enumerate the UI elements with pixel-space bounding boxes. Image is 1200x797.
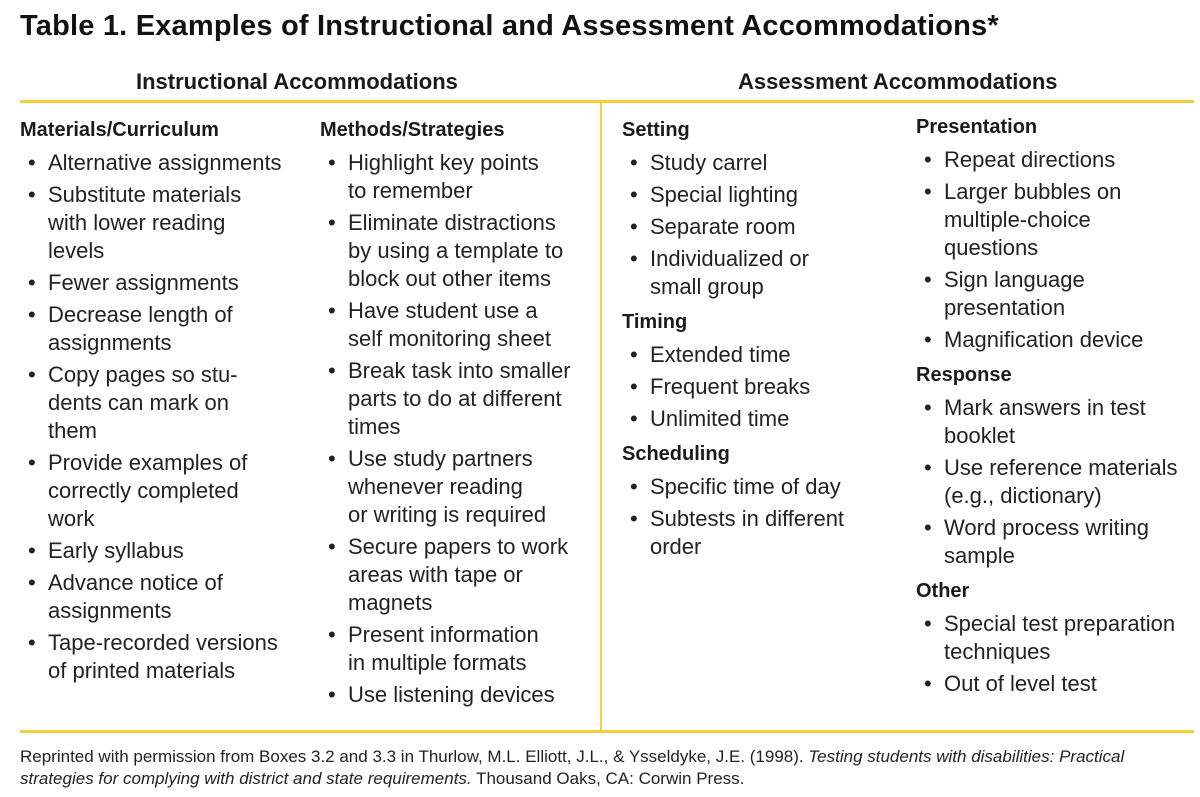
section-materials-curriculum	[20, 117, 310, 685]
list-item: • Word process writing sample	[916, 514, 1196, 570]
methods-strategies-column	[320, 117, 595, 713]
footnote-citation: Reprinted with permission from Boxes 3.2 and 3.3 in Thurlow, M.L. Elliott, J.L., & Ysseldyke, J.E. (1998).	[20, 747, 809, 766]
list-item: • Break task into smaller parts to do at different times	[320, 357, 595, 441]
section-heading: Timing	[622, 311, 688, 333]
list-item: • Study carrel	[622, 149, 902, 177]
list-item: • Out of level test	[916, 670, 1196, 698]
header-divider	[20, 100, 1194, 103]
materials-curriculum-column	[20, 117, 310, 689]
footer-divider	[20, 730, 1194, 733]
list-item: • Secure papers to work areas with tape or magnets	[320, 533, 595, 617]
section-methods-strategies	[320, 117, 595, 709]
list-item: • Separate room	[622, 213, 902, 241]
list-item: • Special test preparation techniques	[916, 610, 1196, 666]
list-item: • Have student use a self monitoring sheet	[320, 297, 595, 353]
section-heading: Scheduling	[622, 443, 730, 465]
list-item: • Copy pages so stu- dents can mark on them	[20, 361, 310, 445]
section-scheduling	[622, 441, 902, 561]
section-heading: Other	[916, 580, 970, 602]
bullet-list	[916, 610, 1196, 698]
section-heading: Response	[916, 364, 1012, 386]
bullet-list	[320, 149, 595, 709]
list-item: • Subtests in different order	[622, 505, 902, 561]
footnote-publisher: Thousand Oaks, CA: Corwin Press.	[471, 769, 745, 788]
bullet-list	[20, 149, 310, 685]
section-heading: Setting	[622, 119, 690, 141]
section-setting	[622, 117, 902, 301]
list-item: • Highlight key points to remember	[320, 149, 595, 205]
list-item: • Individualized or small group	[622, 245, 902, 301]
section-timing	[622, 309, 902, 433]
instructional-group-heading: Instructional Accommodations	[136, 69, 458, 94]
list-item: • Magnification device	[916, 326, 1196, 354]
section-heading: Presentation	[916, 116, 1038, 138]
bullet-list	[622, 341, 902, 433]
list-item: • Sign language presentation	[916, 266, 1196, 322]
section-heading: Methods/Strategies	[320, 119, 505, 141]
list-item: • Alternative assignments	[20, 149, 310, 177]
bullet-list	[916, 394, 1196, 570]
list-item: • Substitute materials with lower reading levels	[20, 181, 310, 265]
list-item: • Unlimited time	[622, 405, 902, 433]
section-response	[916, 362, 1196, 570]
assessment-group-heading: Assessment Accommodations	[738, 69, 1058, 94]
list-item: • Early syllabus	[20, 537, 310, 565]
list-item: • Provide examples of correctly completed work	[20, 449, 310, 533]
footnote-title: Testing students with disabilities: Practical strategies for complying with district and state requirements.	[20, 747, 1125, 788]
list-item: • Decrease length of assignments	[20, 301, 310, 357]
footnote	[20, 746, 1190, 790]
presentation-response-other-column	[916, 114, 1196, 702]
list-item: • Present information in multiple formats	[320, 621, 595, 677]
bullet-list	[622, 473, 902, 561]
list-item: • Tape-recorded versions of printed materials	[20, 629, 310, 685]
list-item: • Advance notice of assignments	[20, 569, 310, 625]
bullet-list	[622, 149, 902, 301]
list-item: • Use listening devices	[320, 681, 595, 709]
list-item: • Mark answers in test booklet	[916, 394, 1196, 450]
list-item: • Use study partners whenever reading or writing is required	[320, 445, 595, 529]
bullet-list	[916, 146, 1196, 354]
list-item: • Special lighting	[622, 181, 902, 209]
setting-timing-scheduling-column	[622, 117, 902, 565]
section-presentation	[916, 114, 1196, 354]
list-item: • Larger bubbles on multiple-choice questions	[916, 178, 1196, 262]
group-divider	[600, 102, 602, 730]
section-heading: Materials/Curriculum	[20, 119, 219, 141]
list-item: • Repeat directions	[916, 146, 1196, 174]
table-title: Table 1. Examples of Instructional and Assessment Accommodations*	[20, 10, 999, 42]
section-other	[916, 578, 1196, 698]
list-item: • Specific time of day	[622, 473, 902, 501]
list-item: • Fewer assignments	[20, 269, 310, 297]
list-item: • Eliminate distractions by using a template to block out other items	[320, 209, 595, 293]
list-item: • Frequent breaks	[622, 373, 902, 401]
list-item: • Extended time	[622, 341, 902, 369]
list-item: • Use reference materials (e.g., dictionary)	[916, 454, 1196, 510]
